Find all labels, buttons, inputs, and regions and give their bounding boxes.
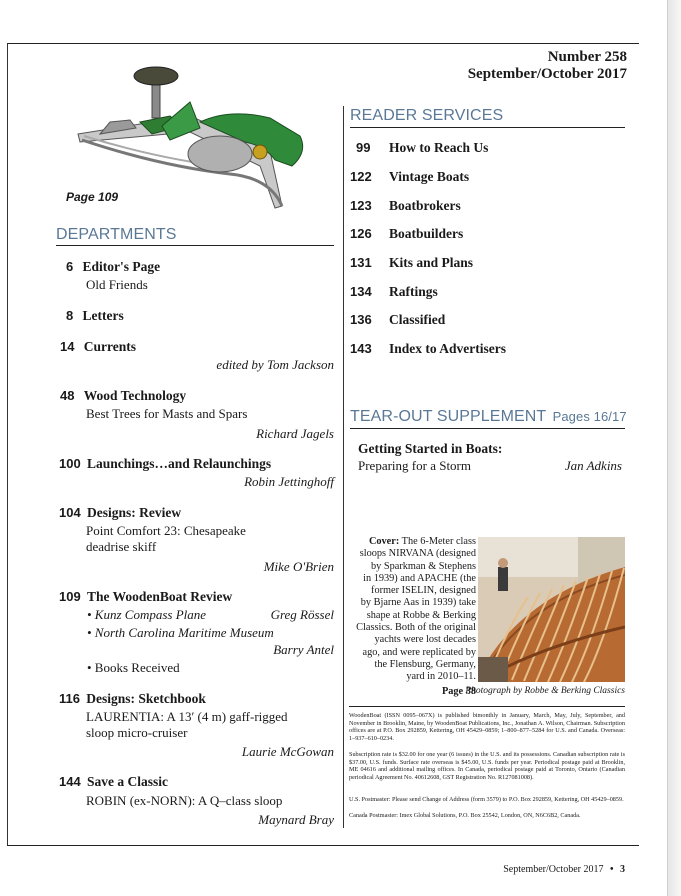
dept-woodenboat-review[interactable]: [59, 589, 232, 605]
review-item: • North Carolina Maritime Museum: [87, 625, 274, 640]
supplement-author: Jan Adkins: [564, 458, 622, 473]
dept-title: Editor's Page: [82, 259, 161, 274]
dept-subtitle: LAURENTIA: A 13′ (4 m) gaff-rigged: [86, 709, 288, 724]
bottom-rule: [7, 845, 639, 846]
cover-line: shape at Robbe & Berking: [366, 609, 476, 621]
issue-number: Number 258: [547, 49, 627, 65]
rs-page-number: 123: [350, 198, 372, 213]
dept-page-number: 104: [59, 505, 81, 520]
departments-rule: [56, 245, 334, 246]
rs-page-number: 126: [350, 226, 372, 241]
rs-page-number: 136: [350, 312, 372, 327]
cover-label: Cover:: [368, 536, 400, 547]
cover-description: [350, 536, 476, 698]
dept-title: Wood Technology: [83, 388, 187, 403]
cover-line: by Sparkman & Stephens: [371, 560, 476, 572]
rs-title: Index to Advertisers: [389, 341, 506, 356]
dept-author: Maynard Bray: [258, 812, 334, 827]
dept-page-number: 116: [59, 691, 80, 706]
departments-heading: DEPARTMENTS: [56, 226, 177, 243]
left-border: [7, 43, 8, 845]
dept-page-number: 6: [66, 259, 74, 274]
footer-page-number: 3: [620, 864, 625, 875]
canada-postmaster: Canada Postmaster: Imex Global Solutions, P.O. Box 25542, London, ON, N6C6B2, Canada.: [349, 812, 581, 819]
dept-page-number: 48: [60, 388, 75, 403]
dept-author: Mike O'Brien: [263, 559, 334, 574]
cover-photo: [478, 537, 625, 682]
dept-letters[interactable]: [66, 308, 124, 324]
dept-designs-review[interactable]: [59, 505, 181, 521]
dept-title: Designs: Sketchbook: [86, 691, 206, 706]
dept-subtitle: ROBIN (ex-NORN): A Q–class sloop: [86, 793, 283, 808]
rs-page-number: 134: [350, 284, 372, 299]
dept-designs-sketchbook[interactable]: [59, 691, 206, 707]
rs-page-number: 131: [350, 255, 372, 270]
dept-editors-page[interactable]: [66, 259, 160, 275]
fine-print-rule: [349, 706, 625, 707]
dept-title: Currents: [83, 339, 136, 354]
top-rule: [7, 43, 639, 44]
cover-page-ref: Page 38: [441, 685, 476, 697]
rs-title: Vintage Boats: [389, 169, 470, 184]
dept-page-number: 144: [59, 774, 81, 789]
dept-title: Designs: Review: [86, 505, 182, 520]
dept-save-a-classic[interactable]: [59, 774, 168, 790]
rs-title: Boatbuilders: [389, 226, 464, 241]
dept-author: Richard Jagels: [256, 426, 334, 441]
supplement-title: TEAR-OUT SUPPLEMENT: [350, 408, 547, 425]
dept-author: edited by Tom Jackson: [216, 357, 334, 372]
rs-page-number: 122: [350, 169, 372, 184]
cover-line: yard in 2010–11.: [406, 671, 476, 683]
dept-subtitle: deadrise skiff: [86, 539, 157, 554]
reader-services-rule: [350, 127, 625, 128]
supplement-rule: [350, 428, 625, 429]
cover-line: yachts were lost decades: [374, 634, 476, 646]
dept-page-number: 109: [59, 589, 81, 604]
rs-title: How to Reach Us: [389, 140, 489, 155]
dept-launchings[interactable]: [59, 456, 271, 472]
supplement-pages: Pages 16/17: [552, 409, 627, 424]
rs-title: Classified: [389, 312, 446, 327]
rs-title: Raftings: [389, 284, 438, 299]
dept-wood-technology[interactable]: [60, 388, 186, 404]
cover-line: sloops NIRVANA (designed: [359, 548, 476, 560]
dept-page-number: 14: [60, 339, 75, 354]
us-postmaster: U.S. Postmaster: Please send Change of Address (form 3579) to P.O. Box 292859, Kettering, OH 45429–0859.: [349, 796, 624, 803]
dept-title: Save a Classic: [86, 774, 168, 789]
rs-page-number: 99: [356, 140, 371, 155]
dept-title: The WoodenBoat Review: [86, 589, 233, 604]
review-item: • Books Received: [87, 660, 180, 675]
publication-info: WoodenBoat (ISSN 0095–067X) is published bimonthly in January, March, May, July, September, and November in Brooklin, Maine, by WoodenBoat Publications, Inc., Jonathan A. Wilson, Chairman. Subscription offices are at P.O. Box 292859, Kettering, OH 45429–0859; 1–800–877–5284 for U.S. and Canada. Overseas: 1–937–610–0234.: [349, 712, 625, 742]
footer-separator: •: [609, 864, 614, 875]
dept-subtitle: Point Comfort 23: Chesapeake: [86, 523, 246, 538]
cover-line: former ISELIN, designed: [371, 585, 476, 597]
dept-subtitle: Old Friends: [86, 277, 148, 292]
cover-line: The 6-Meter class: [401, 536, 476, 547]
dept-subtitle: Best Trees for Masts and Spars: [86, 406, 248, 421]
page-footer: [503, 864, 625, 875]
dept-page-number: 8: [66, 308, 74, 323]
photo-credit: Photograph by Robbe & Berking Classics: [465, 686, 625, 696]
issue-date: September/October 2017: [467, 66, 627, 82]
rs-title: Kits and Plans: [389, 255, 474, 270]
column-divider: [343, 106, 344, 828]
cover-line: the Flensburg, Germany,: [374, 658, 476, 670]
supplement-article[interactable]: [358, 441, 502, 457]
image-page-ref: Page 109: [66, 190, 119, 204]
cover-line: Classics. Both of the original: [356, 622, 476, 634]
dept-author: Laurie McGowan: [241, 744, 334, 759]
dept-title: Launchings…and Relaunchings: [86, 456, 272, 471]
dept-currents[interactable]: [60, 339, 136, 355]
cover-line: by Bjarne Aas in 1939) take: [360, 597, 476, 609]
dept-page-number: 100: [59, 456, 81, 471]
review-author: Greg Rössel: [270, 607, 334, 622]
dept-title: Letters: [82, 308, 124, 323]
dept-author: Robin Jettinghoff: [244, 474, 334, 489]
cover-line: ago, and were replicated by: [362, 646, 476, 658]
review-item: • Kunz Compass Plane: [87, 607, 207, 622]
rs-page-number: 143: [350, 341, 372, 356]
supplement-subtitle: Preparing for a Storm: [358, 458, 472, 473]
supplement-heading: [350, 408, 627, 426]
rs-title: Boatbrokers: [389, 198, 461, 213]
supplement-article-title: Getting Started in Boats:: [358, 441, 503, 456]
dept-subtitle: sloop micro-cruiser: [86, 725, 188, 740]
footer-date: September/October 2017: [503, 864, 604, 875]
cover-line: in 1939) and APACHE (the: [363, 572, 476, 584]
reader-services-heading: READER SERVICES: [350, 107, 504, 124]
issue-info: [468, 49, 627, 83]
page-edge: [667, 0, 681, 896]
review-author: Barry Antel: [273, 642, 334, 657]
subscription-info: Subscription rate is $32.00 for one year (6 issues) in the U.S. and its possessions. Canadian subscription rate is $37.00, U.S. funds. Surface rate overseas is $45.00, U.S. funds per year. Periodical postage paid at Brooklin, ME 04616 and additional mailing offices. In Canada, periodical postage paid at Toronto, Ontario (Canadian periodical Agreement No. 40612608, GST Registration No. R127081008).: [349, 751, 625, 781]
